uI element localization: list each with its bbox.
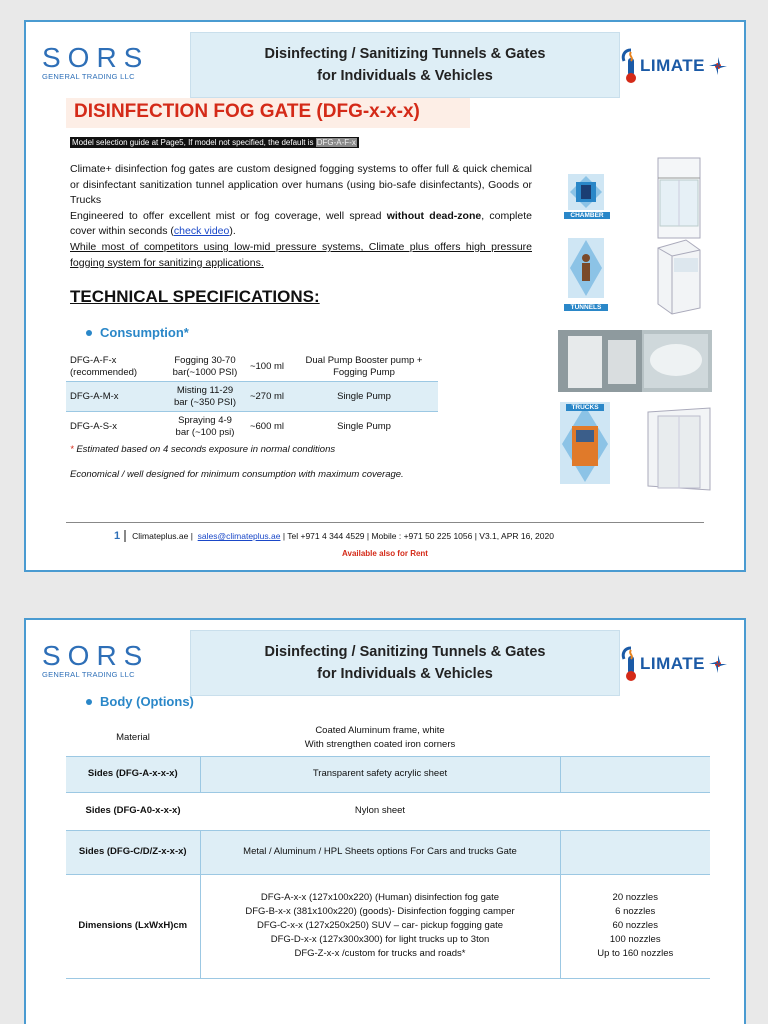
tunnel-icon-image [566, 236, 606, 300]
table-row: Dimensions (LxWxH)cm DFG-A-x-x (127x100x220) (Human) disinfection fog gate DFG-B-x-x (381x100x220) (goods)- Disinfection fogging camper DFG-C-x-x (127x250x250) SUV – car- pickup fogging gate DFG-D-x-x (127x300x300) for light trucks up to 3ton DFG-Z-x-x /custom for trucks and roads* 20 nozzles 6 nozzles 60 nozzles 100 nozzles Up to 160 nozzles [66, 874, 710, 978]
table-row: Sides (DFG-C/D/Z-x-x-x) Metal / Aluminum / HPL Sheets options For Cars and trucks Gate [66, 830, 710, 874]
trucks-label: TRUCKS [566, 404, 604, 411]
header-title-line1: Disinfecting / Sanitizing Tunnels & Gates [264, 644, 546, 660]
page-header [34, 30, 736, 100]
consumption-table [66, 352, 438, 441]
intro-paragraph-2: Engineered to offer excellent mist or fog coverage, well spread without dead-zone, complete cover within seconds (check video). [70, 209, 532, 238]
header-title-line2: for Individuals & Vehicles [317, 666, 493, 682]
tunnel-photo [650, 236, 706, 316]
thermometer-icon [620, 48, 642, 84]
bullet-icon [86, 699, 92, 705]
intro-paragraph-1: Climate+ disinfection fog gates are custom designed fogging systems to offer full & quick chemical or disinfectant sanitization tunnel application over humans (using bio-safe disinfectants), Goods or Trucks [70, 163, 532, 207]
table-row: DFG-A-S-x Spraying 4-9 bar (~100 psi) ~600 ml Single Pump [70, 415, 391, 438]
climate-plus-logo [620, 646, 728, 682]
consumption-heading: Consumption* [86, 325, 189, 340]
default-model-highlight: DFG-A-F-x [316, 138, 356, 147]
document-page-1 [24, 20, 746, 572]
sors-logo: SORS GENERAL TRADING LLC [42, 42, 150, 81]
footer-divider [66, 522, 704, 523]
truck-gate-icon [558, 400, 612, 486]
climate-plus-logo [620, 48, 728, 84]
table-row: Sides (DFG-A-x-x-x) Transparent safety acrylic sheet [66, 756, 710, 792]
truck-gate-photo [642, 406, 716, 494]
brand-wordmark: LIMATE [640, 56, 706, 75]
table-row: DFG-A-F-x (recommended) Fogging 30-70 bar(~1000 PSI) ~100 ml Dual Pump Booster pump + Fogging Pump [70, 355, 423, 378]
header-title-line2: for Individuals & Vehicles [317, 68, 493, 84]
table-row: DFG-A-M-x Misting 11-29 bar (~350 PSI) ~270 ml Single Pump [66, 382, 438, 412]
model-selection-note: Model selection guide at Page5, If model not specified, the default is DFG-A-F-x [70, 137, 359, 148]
page-footer: 1 Climateplus.ae | sales@climateplus.ae | Tel +971 4 344 4529 | Mobile : +971 50 225 1056 | V3.1, APR 16, 2020 [114, 530, 554, 542]
header-title-box [190, 32, 620, 98]
body-options-heading: Body (Options) [86, 694, 194, 709]
check-video-link[interactable]: check video [173, 225, 230, 238]
sales-email-link[interactable]: sales@climateplus.ae [197, 531, 281, 541]
economy-note: Economical / well designed for minimum consumption with maximum coverage. [70, 469, 404, 480]
document-page-2 [24, 618, 746, 1024]
fan-plus-icon [708, 56, 728, 76]
header-title-box [190, 630, 620, 696]
technical-specs-heading: TECHNICAL SPECIFICATIONS: [70, 287, 320, 306]
table-row: Material Coated Aluminum frame, white With strengthen coated iron corners [116, 724, 456, 750]
tunnels-label: TUNNELS [564, 304, 608, 311]
product-title: DISINFECTION FOG GATE (DFG-x-x-x) [66, 98, 470, 128]
table-row: Sides (DFG-A0-x-x-x) Nylon sheet [66, 792, 710, 830]
brand-wordmark: LIMATE [640, 654, 706, 673]
sors-logo: SORS GENERAL TRADING LLC [42, 640, 150, 679]
chamber-photo [654, 156, 704, 240]
chamber-icon-image [566, 172, 606, 216]
header-title-line1: Disinfecting / Sanitizing Tunnels & Gates [264, 46, 546, 62]
fog-gate-photo [558, 330, 712, 392]
thermometer-icon [620, 646, 642, 682]
page-number: 1 [114, 530, 126, 542]
page-header [34, 628, 736, 698]
body-options-table [66, 720, 710, 979]
rent-notice: Available also for Rent [342, 549, 428, 558]
intro-paragraph-3: While most of competitors using low-mid pressure systems, Climate plus offers high pressure fogging system for sanitizing applications. [70, 240, 532, 269]
intro-text [70, 162, 532, 271]
fan-plus-icon [708, 654, 728, 674]
chamber-label: CHAMBER [564, 212, 610, 219]
bullet-icon [86, 330, 92, 336]
consumption-footnote: * Estimated based on 4 seconds exposure in normal conditions [70, 444, 336, 455]
